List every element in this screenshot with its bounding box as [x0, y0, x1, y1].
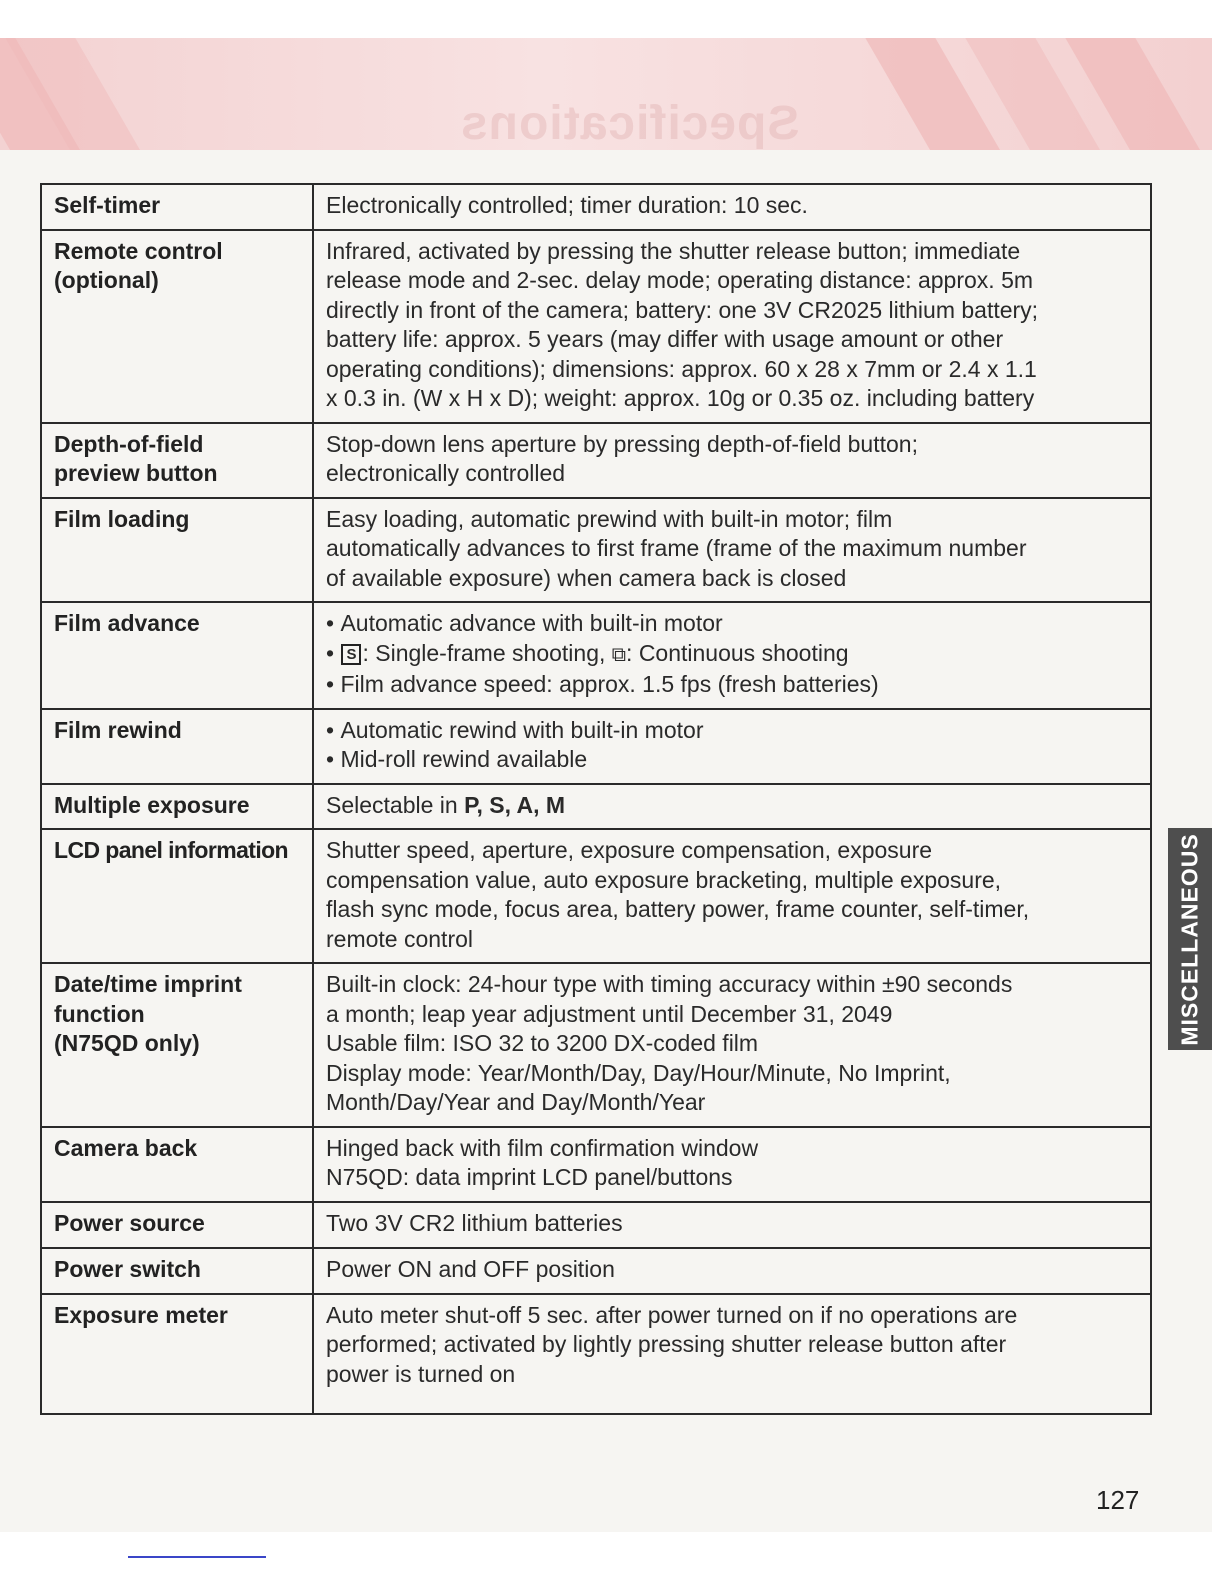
spec-label: Multiple exposure	[41, 784, 313, 830]
bullet-item: • Film advance speed: approx. 1.5 fps (fresh batteries)	[326, 670, 1140, 700]
spec-value: Power ON and OFF position	[313, 1248, 1151, 1294]
spec-label: Self-timer	[41, 184, 313, 230]
header-band	[0, 38, 1212, 150]
bottom-link-underline[interactable]	[128, 1556, 266, 1558]
table-row	[41, 963, 1151, 1127]
table-row	[41, 1248, 1151, 1294]
page-number: 127	[1096, 1485, 1140, 1515]
spec-value: Built-in clock: 24-hour type with timing accuracy within ±90 seconds a month; leap year adjustment until December 31, 2049 Usable film: ISO 32 to 3200 DX-coded film Display mode: Year/Month/Day, Day/Hour/Minute, No Imprint, Month/Day/Year and Day/Month/Year	[313, 963, 1151, 1127]
spec-label: Exposure meter	[41, 1294, 313, 1414]
table-row	[41, 1127, 1151, 1202]
spec-label: Depth-of-field preview button	[41, 423, 313, 498]
spec-value	[313, 709, 1151, 784]
spec-label: Film advance	[41, 602, 313, 709]
spec-value: Electronically controlled; timer duration: 10 sec.	[313, 184, 1151, 230]
table-row	[41, 784, 1151, 830]
table-row	[41, 184, 1151, 230]
spec-label: LCD panel information	[41, 829, 313, 963]
continuous-shooting-icon: ⧉	[611, 643, 627, 666]
spec-value: Shutter speed, aperture, exposure compensation, exposure compensation value, auto exposure bracketing, multiple exposure, flash sync mode, focus area, battery power, frame counter, self-timer, remote control	[313, 829, 1151, 963]
bullet-item: • Automatic advance with built-in motor	[326, 609, 1140, 639]
bullet-item: • Automatic rewind with built-in motor	[326, 716, 1140, 746]
table-row	[41, 423, 1151, 498]
table-row	[41, 1294, 1151, 1414]
spec-label: Film loading	[41, 498, 313, 603]
bullet-item: • S : Single-frame shooting, ⧉: Continuous shooting	[326, 639, 1140, 671]
single-frame-icon: S	[341, 644, 361, 665]
spec-value	[313, 602, 1151, 709]
spec-label: Film rewind	[41, 709, 313, 784]
bullet-item: • Mid-roll rewind available	[326, 745, 1140, 775]
spec-label: Power switch	[41, 1248, 313, 1294]
ghost-heading: Specifications	[460, 97, 800, 150]
spec-value: Stop-down lens aperture by pressing depth-of-field button; electronically controlled	[313, 423, 1151, 498]
spec-label: Power source	[41, 1202, 313, 1248]
spec-label: Camera back	[41, 1127, 313, 1202]
table-row	[41, 230, 1151, 423]
table-row	[41, 709, 1151, 784]
table-row	[41, 498, 1151, 603]
exposure-modes: P, S, A, M	[464, 791, 566, 818]
spec-value: Two 3V CR2 lithium batteries	[313, 1202, 1151, 1248]
spec-value: Selectable in P, S, A, M	[313, 784, 1151, 830]
table-row	[41, 602, 1151, 709]
spec-label: Remote control (optional)	[41, 230, 313, 423]
spec-label: Date/time imprint function (N75QD only)	[41, 963, 313, 1127]
section-tab-miscellaneous: MISCELLANEOUS	[1168, 828, 1212, 1050]
table-row	[41, 829, 1151, 963]
spec-value: Infrared, activated by pressing the shutter release button; immediate release mode and 2-sec. delay mode; operating distance: approx. 5m directly in front of the camera; battery: one 3V CR2025 lithium battery; battery life: approx. 5 years (may differ with usage amount or other operating conditions); dimensions: approx. 60 x 28 x 7mm or 2.4 x 1.1 x 0.3 in. (W x H x D); weight: approx. 10g or 0.35 oz. including battery	[313, 230, 1151, 423]
spec-value: Easy loading, automatic prewind with built-in motor; film automatically advances to first frame (frame of the maximum number of available exposure) when camera back is closed	[313, 498, 1151, 603]
spec-value: Hinged back with film confirmation window N75QD: data imprint LCD panel/buttons	[313, 1127, 1151, 1202]
specifications-table	[40, 183, 1152, 1415]
spec-value: Auto meter shut-off 5 sec. after power turned on if no operations are performed; activated by lightly pressing shutter release button after power is turned on	[313, 1294, 1151, 1414]
table-row	[41, 1202, 1151, 1248]
